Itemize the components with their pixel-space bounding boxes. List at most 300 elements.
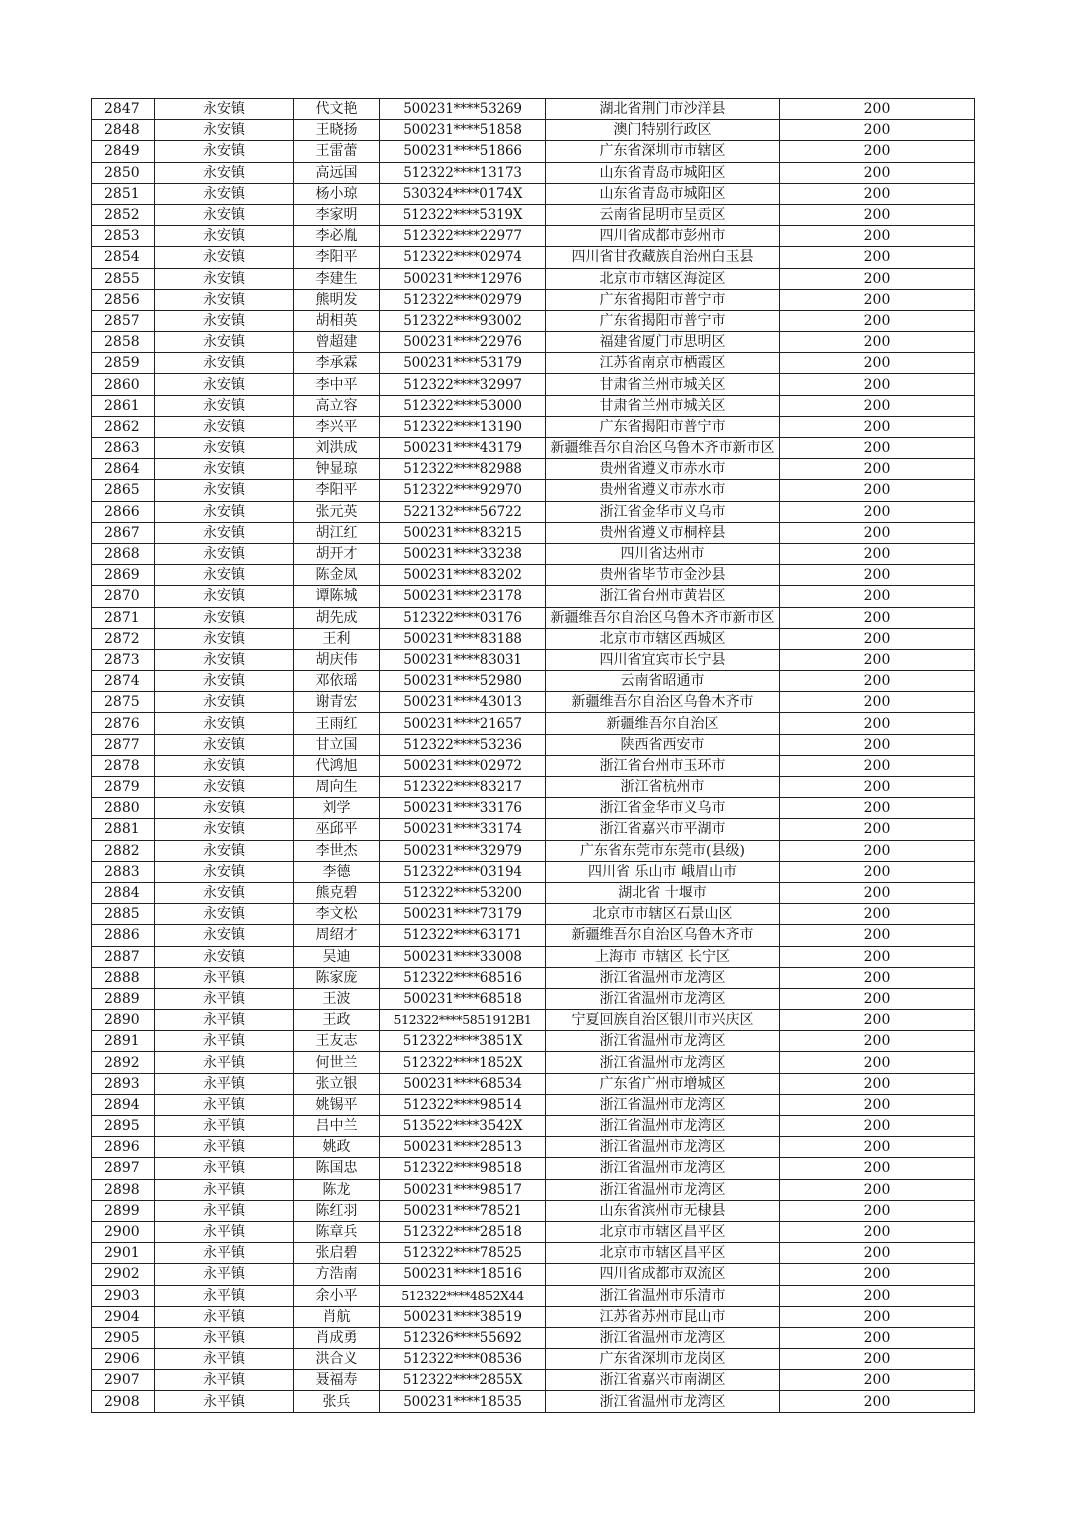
address-cell: 浙江省温州市龙湾区 [546,1327,780,1348]
amount-cell: 200 [780,522,975,543]
name-cell: 代文艳 [294,99,380,120]
id-number-cell: 512322****5319X [380,204,546,225]
table-row [92,204,975,225]
table-row [92,861,975,882]
table-row [92,480,975,501]
amount-cell: 200 [780,1370,975,1391]
town-cell: 永安镇 [155,543,294,564]
table-row [92,522,975,543]
name-cell: 王利 [294,628,380,649]
town-cell: 永平镇 [155,1094,294,1115]
address-cell: 广东省深圳市龙岗区 [546,1349,780,1370]
amount-cell: 200 [780,1158,975,1179]
amount-cell: 200 [780,310,975,331]
amount-cell: 200 [780,734,975,755]
id-number-cell: 500231****73179 [380,904,546,925]
table-row [92,543,975,564]
table-row [92,671,975,692]
name-cell: 高立容 [294,395,380,416]
town-cell: 永平镇 [155,1116,294,1137]
id-number-cell: 500231****68518 [380,988,546,1009]
amount-cell: 200 [780,1116,975,1137]
id-number-cell: 512322****92970 [380,480,546,501]
town-cell: 永平镇 [155,1031,294,1052]
row-number-cell: 2904 [92,1306,155,1327]
table-row [92,565,975,586]
amount-cell: 200 [780,988,975,1009]
town-cell: 永安镇 [155,607,294,628]
row-number-cell: 2863 [92,438,155,459]
amount-cell: 200 [780,1221,975,1242]
address-cell: 新疆维吾尔自治区 [546,713,780,734]
id-number-cell: 500231****83188 [380,628,546,649]
town-cell: 永安镇 [155,141,294,162]
name-cell: 姚政 [294,1137,380,1158]
address-cell: 浙江省温州市龙湾区 [546,967,780,988]
amount-cell: 200 [780,1073,975,1094]
town-cell: 永安镇 [155,713,294,734]
table-row [92,755,975,776]
town-cell: 永安镇 [155,649,294,670]
amount-cell: 200 [780,141,975,162]
table-row [92,1052,975,1073]
table-row [92,120,975,141]
address-cell: 北京市市辖区昌平区 [546,1243,780,1264]
row-number-cell: 2869 [92,565,155,586]
town-cell: 永平镇 [155,1073,294,1094]
address-cell: 贵州省遵义市赤水市 [546,459,780,480]
amount-cell: 200 [780,1137,975,1158]
row-number-cell: 2848 [92,120,155,141]
row-number-cell: 2872 [92,628,155,649]
table-row [92,289,975,310]
row-number-cell: 2908 [92,1391,155,1412]
table-row [92,1200,975,1221]
amount-cell: 200 [780,353,975,374]
id-number-cell: 512322****82988 [380,459,546,480]
table-row [92,607,975,628]
amount-cell: 200 [780,1200,975,1221]
row-number-cell: 2878 [92,755,155,776]
name-cell: 李建生 [294,268,380,289]
row-number-cell: 2854 [92,247,155,268]
table-row [92,374,975,395]
row-number-cell: 2868 [92,543,155,564]
amount-cell: 200 [780,543,975,564]
town-cell: 永平镇 [155,1010,294,1031]
name-cell: 李文松 [294,904,380,925]
row-number-cell: 2849 [92,141,155,162]
table-row [92,692,975,713]
table-row [92,1370,975,1391]
table-row [92,798,975,819]
name-cell: 周向生 [294,777,380,798]
amount-cell: 200 [780,268,975,289]
town-cell: 永安镇 [155,332,294,353]
name-cell: 王雨红 [294,713,380,734]
address-cell: 浙江省温州市龙湾区 [546,988,780,1009]
town-cell: 永安镇 [155,628,294,649]
address-cell: 福建省厦门市思明区 [546,332,780,353]
town-cell: 永安镇 [155,586,294,607]
row-number-cell: 2864 [92,459,155,480]
name-cell: 胡庆伟 [294,649,380,670]
amount-cell: 200 [780,861,975,882]
town-cell: 永安镇 [155,882,294,903]
id-number-cell: 512322****1852X [380,1052,546,1073]
name-cell: 李德 [294,861,380,882]
table-row [92,141,975,162]
id-number-cell: 500231****53179 [380,353,546,374]
table-row [92,247,975,268]
table-row [92,1349,975,1370]
row-number-cell: 2889 [92,988,155,1009]
address-cell: 四川省成都市双流区 [546,1264,780,1285]
id-number-cell: 500231****18516 [380,1264,546,1285]
address-cell: 四川省 乐山市 峨眉山市 [546,861,780,882]
address-cell: 四川省成都市彭州市 [546,226,780,247]
name-cell: 曾超建 [294,332,380,353]
id-number-cell: 512322****03194 [380,861,546,882]
table-row [92,501,975,522]
address-cell: 四川省宜宾市长宁县 [546,649,780,670]
row-number-cell: 2874 [92,671,155,692]
id-number-cell: 500231****33008 [380,946,546,967]
town-cell: 永安镇 [155,162,294,183]
row-number-cell: 2858 [92,332,155,353]
table-row [92,162,975,183]
address-cell: 浙江省杭州市 [546,777,780,798]
town-cell: 永安镇 [155,459,294,480]
id-number-cell: 522132****56722 [380,501,546,522]
table-row [92,459,975,480]
row-number-cell: 2897 [92,1158,155,1179]
address-cell: 江苏省南京市栖霞区 [546,353,780,374]
name-cell: 刘洪成 [294,438,380,459]
town-cell: 永安镇 [155,353,294,374]
table-row [92,882,975,903]
id-number-cell: 530324****0174X [380,183,546,204]
id-number-cell: 512322****98518 [380,1158,546,1179]
address-cell: 广东省东莞市东莞市(县级) [546,840,780,861]
amount-cell: 200 [780,1285,975,1306]
address-cell: 上海市 市辖区 长宁区 [546,946,780,967]
row-number-cell: 2865 [92,480,155,501]
name-cell: 姚锡平 [294,1094,380,1115]
data-table [91,98,975,1413]
table-body [92,99,975,1413]
id-number-cell: 500231****83031 [380,649,546,670]
id-number-cell: 512322****02974 [380,247,546,268]
address-cell: 云南省昭通市 [546,671,780,692]
town-cell: 永安镇 [155,226,294,247]
town-cell: 永安镇 [155,374,294,395]
amount-cell: 200 [780,1264,975,1285]
name-cell: 李阳平 [294,247,380,268]
row-number-cell: 2856 [92,289,155,310]
row-number-cell: 2875 [92,692,155,713]
id-number-cell: 512322****08536 [380,1349,546,1370]
name-cell: 邓依瑶 [294,671,380,692]
amount-cell: 200 [780,840,975,861]
row-number-cell: 2877 [92,734,155,755]
amount-cell: 200 [780,395,975,416]
id-number-cell: 512322****53236 [380,734,546,755]
town-cell: 永安镇 [155,416,294,437]
amount-cell: 200 [780,99,975,120]
address-cell: 新疆维吾尔自治区乌鲁木齐市新市区 [546,438,780,459]
address-cell: 宁夏回族自治区银川市兴庆区 [546,1010,780,1031]
town-cell: 永安镇 [155,289,294,310]
name-cell: 肖航 [294,1306,380,1327]
id-number-cell: 512322****68516 [380,967,546,988]
row-number-cell: 2893 [92,1073,155,1094]
id-number-cell: 500231****21657 [380,713,546,734]
address-cell: 云南省昆明市呈贡区 [546,204,780,225]
amount-cell: 200 [780,925,975,946]
name-cell: 谢青宏 [294,692,380,713]
id-number-cell: 500231****83215 [380,522,546,543]
town-cell: 永安镇 [155,840,294,861]
amount-cell: 200 [780,1179,975,1200]
table-row [92,967,975,988]
amount-cell: 200 [780,204,975,225]
name-cell: 肖成勇 [294,1327,380,1348]
row-number-cell: 2852 [92,204,155,225]
row-number-cell: 2903 [92,1285,155,1306]
name-cell: 钟显琼 [294,459,380,480]
amount-cell: 200 [780,649,975,670]
name-cell: 方浩南 [294,1264,380,1285]
address-cell: 浙江省温州市龙湾区 [546,1158,780,1179]
id-number-cell: 512322****03176 [380,607,546,628]
row-number-cell: 2880 [92,798,155,819]
row-number-cell: 2876 [92,713,155,734]
table-row [92,777,975,798]
name-cell: 胡江红 [294,522,380,543]
table-row [92,416,975,437]
name-cell: 陈国忠 [294,1158,380,1179]
town-cell: 永安镇 [155,480,294,501]
row-number-cell: 2907 [92,1370,155,1391]
address-cell: 四川省达州市 [546,543,780,564]
table-row [92,904,975,925]
row-number-cell: 2850 [92,162,155,183]
id-number-cell: 500231****18535 [380,1391,546,1412]
row-number-cell: 2882 [92,840,155,861]
id-number-cell: 512322****63171 [380,925,546,946]
row-number-cell: 2879 [92,777,155,798]
amount-cell: 200 [780,501,975,522]
town-cell: 永平镇 [155,1052,294,1073]
id-number-cell: 500231****23178 [380,586,546,607]
amount-cell: 200 [780,607,975,628]
id-number-cell: 513522****3542X [380,1116,546,1137]
town-cell: 永平镇 [155,1391,294,1412]
address-cell: 浙江省台州市玉环市 [546,755,780,776]
town-cell: 永安镇 [155,120,294,141]
table-row [92,226,975,247]
address-cell: 广东省揭阳市普宁市 [546,289,780,310]
name-cell: 李兴平 [294,416,380,437]
amount-cell: 200 [780,819,975,840]
town-cell: 永安镇 [155,692,294,713]
id-number-cell: 500231****51866 [380,141,546,162]
id-number-cell: 500231****52980 [380,671,546,692]
amount-cell: 200 [780,1306,975,1327]
town-cell: 永安镇 [155,734,294,755]
id-number-cell: 500231****28513 [380,1137,546,1158]
address-cell: 新疆维吾尔自治区乌鲁木齐市新市区 [546,607,780,628]
table-row [92,395,975,416]
amount-cell: 200 [780,480,975,501]
address-cell: 湖北省荆门市沙洋县 [546,99,780,120]
address-cell: 浙江省温州市龙湾区 [546,1391,780,1412]
town-cell: 永安镇 [155,99,294,120]
id-number-cell: 512322****83217 [380,777,546,798]
amount-cell: 200 [780,713,975,734]
name-cell: 胡开才 [294,543,380,564]
amount-cell: 200 [780,438,975,459]
id-number-cell: 500231****78521 [380,1200,546,1221]
name-cell: 陈章兵 [294,1221,380,1242]
table-row [92,332,975,353]
id-number-cell: 500231****33174 [380,819,546,840]
name-cell: 周绍才 [294,925,380,946]
town-cell: 永平镇 [155,988,294,1009]
table-row [92,1243,975,1264]
row-number-cell: 2847 [92,99,155,120]
row-number-cell: 2890 [92,1010,155,1031]
name-cell: 胡相英 [294,310,380,331]
address-cell: 广东省揭阳市普宁市 [546,416,780,437]
table-row [92,1116,975,1137]
table-row [92,310,975,331]
amount-cell: 200 [780,586,975,607]
name-cell: 陈家庞 [294,967,380,988]
name-cell: 吴迪 [294,946,380,967]
name-cell: 余小平 [294,1285,380,1306]
table-row [92,988,975,1009]
name-cell: 张兵 [294,1391,380,1412]
table-row [92,819,975,840]
row-number-cell: 2886 [92,925,155,946]
id-number-cell: 500231****51858 [380,120,546,141]
amount-cell: 200 [780,332,975,353]
row-number-cell: 2883 [92,861,155,882]
table-row [92,99,975,120]
address-cell: 贵州省遵义市赤水市 [546,480,780,501]
table-row [92,1179,975,1200]
name-cell: 刘学 [294,798,380,819]
id-number-cell: 512322****93002 [380,310,546,331]
row-number-cell: 2905 [92,1327,155,1348]
row-number-cell: 2861 [92,395,155,416]
town-cell: 永安镇 [155,501,294,522]
row-number-cell: 2871 [92,607,155,628]
row-number-cell: 2902 [92,1264,155,1285]
address-cell: 广东省揭阳市普宁市 [546,310,780,331]
address-cell: 浙江省温州市乐清市 [546,1285,780,1306]
town-cell: 永安镇 [155,565,294,586]
row-number-cell: 2900 [92,1221,155,1242]
row-number-cell: 2853 [92,226,155,247]
row-number-cell: 2857 [92,310,155,331]
amount-cell: 200 [780,1031,975,1052]
address-cell: 澳门特别行政区 [546,120,780,141]
town-cell: 永安镇 [155,946,294,967]
amount-cell: 200 [780,459,975,480]
row-number-cell: 2899 [92,1200,155,1221]
id-number-cell: 512322****2855X [380,1370,546,1391]
row-number-cell: 2885 [92,904,155,925]
id-number-cell: 500231****53269 [380,99,546,120]
amount-cell: 200 [780,120,975,141]
address-cell: 浙江省金华市义乌市 [546,798,780,819]
address-cell: 北京市市辖区西城区 [546,628,780,649]
town-cell: 永平镇 [155,1243,294,1264]
table-row [92,1327,975,1348]
table-row [92,268,975,289]
table-row [92,1073,975,1094]
name-cell: 熊克碧 [294,882,380,903]
table-row [92,649,975,670]
address-cell: 北京市市辖区海淀区 [546,268,780,289]
name-cell: 陈红羽 [294,1200,380,1221]
name-cell: 杨小琼 [294,183,380,204]
name-cell: 甘立国 [294,734,380,755]
table-row [92,1031,975,1052]
amount-cell: 200 [780,946,975,967]
name-cell: 高远国 [294,162,380,183]
amount-cell: 200 [780,183,975,204]
table-row [92,586,975,607]
town-cell: 永安镇 [155,438,294,459]
address-cell: 浙江省金华市义乌市 [546,501,780,522]
amount-cell: 200 [780,1349,975,1370]
name-cell: 张启碧 [294,1243,380,1264]
address-cell: 山东省青岛市城阳区 [546,162,780,183]
address-cell: 贵州省遵义市桐梓县 [546,522,780,543]
name-cell: 李阳平 [294,480,380,501]
town-cell: 永平镇 [155,1285,294,1306]
town-cell: 永安镇 [155,925,294,946]
table-row [92,734,975,755]
address-cell: 湖北省 十堰市 [546,882,780,903]
address-cell: 浙江省温州市龙湾区 [546,1179,780,1200]
address-cell: 四川省甘孜藏族自治州白玉县 [546,247,780,268]
table-row [92,1137,975,1158]
address-cell: 广东省广州市增城区 [546,1073,780,1094]
town-cell: 永安镇 [155,671,294,692]
town-cell: 永平镇 [155,1349,294,1370]
table-row [92,840,975,861]
amount-cell: 200 [780,226,975,247]
address-cell: 广东省深圳市市辖区 [546,141,780,162]
table-row [92,1391,975,1412]
name-cell: 李中平 [294,374,380,395]
amount-cell: 200 [780,416,975,437]
address-cell: 北京市市辖区石景山区 [546,904,780,925]
id-number-cell: 512322****32997 [380,374,546,395]
row-number-cell: 2894 [92,1094,155,1115]
id-number-cell: 512322****53000 [380,395,546,416]
amount-cell: 200 [780,692,975,713]
id-number-cell: 500231****68534 [380,1073,546,1094]
id-number-cell: 500231****12976 [380,268,546,289]
amount-cell: 200 [780,1391,975,1412]
row-number-cell: 2892 [92,1052,155,1073]
